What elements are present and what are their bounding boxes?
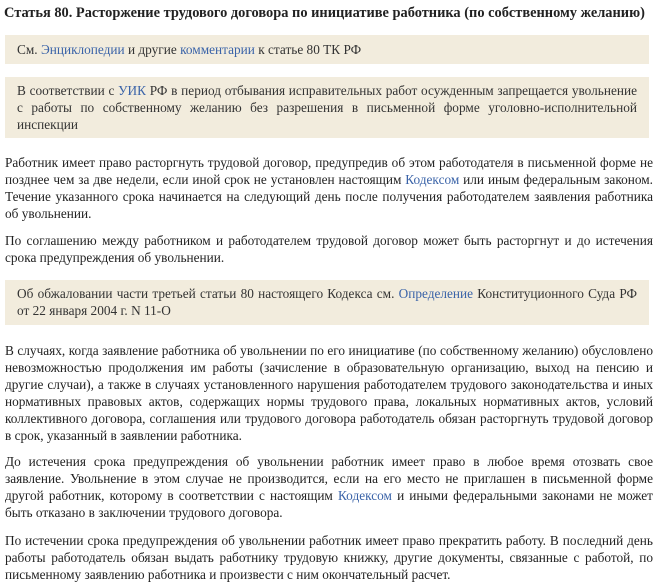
para1-text-post: или иным федеральным законом. Течение указанного срока начинается на следующий день после получения работодателем заявления работника об увольнении. [5,172,653,221]
code-link-1[interactable]: Кодексом [405,172,460,187]
note-appeal [5,280,649,325]
paragraph-2: По соглашению между работником и работодателем трудовой договор может быть расторгнут и до истечения срока предупреждения об увольнении. [5,233,653,265]
ruling-link[interactable]: Определение [398,286,474,301]
comments-link[interactable]: комментарии [180,42,255,57]
article-title: Статья 80. Расторжение трудового договора по инициативе работника (по собственному желанию) [4,5,645,21]
note3-text-post: Конституционного Суда РФ от 22 января 2004 г. N 11-О [17,286,637,318]
encyclopedia-link[interactable]: Энциклопедии [40,42,125,57]
uik-link[interactable]: УИК [118,83,147,98]
paragraph-4 [5,453,653,521]
note2-text-post: РФ в период отбывания исправительных работ осужденным запрещается увольнение с работы по собственному желанию без разрешения в письменной форме уголовно-исполнительной инспекции [17,83,637,132]
note3-text-pre: Об обжаловании части третьей статьи 80 настоящего Кодекса см. [17,286,399,301]
note1-text-post: к статье 80 ТК РФ [254,42,362,57]
para4-text-post: и иными федеральными законами не может быть отказано в заключении трудового договора. [5,488,653,520]
code-link-2[interactable]: Кодексом [337,488,392,503]
note-see-also [5,35,649,64]
para4-text-pre: До истечения срока предупреждения об увольнении работник имеет право в любое время отозвать свое заявление. Увольнение в этом случае не производится, если на его место не приглашен в письменной форме другой работник, которому в соответствии с настоящим [5,454,653,503]
note1-text-mid: и другие [124,42,181,57]
paragraph-3: В случаях, когда заявление работника об увольнении по его инициативе (по собственному желанию) обусловлено невозможностью продолжения им работы (зачисление в образовательную организацию, выход на пенсию и другие случаи), а также в случаях установленного нарушения работодателем трудового законодательства и иных нормативных правовых актов, содержащих нормы трудового права, локальных нормативных актов, условий коллективного договора, соглашения или трудового договора работодатель обязан расторгнуть трудовой договор в срок, указанный в заявлении работника. [5,343,653,443]
para1-text-pre: Работник имеет право расторгнуть трудовой договор, предупредив об этом работодателя в письменной форме не позднее чем за две недели, если иной срок не установлен настоящим [5,155,653,187]
paragraph-5: По истечении срока предупреждения об увольнении работник имеет право прекратить работу. В последний день работы работодатель обязан выдать работнику трудовую книжку, другие документы, связанные с работой, по письменному заявлению работника и произвести с ним окончательный расчет. [5,533,653,582]
note-uik [5,77,649,138]
note1-text-pre: См. [17,42,41,57]
note2-text-pre: В соответствии с [17,83,119,98]
paragraph-1 [5,154,653,222]
